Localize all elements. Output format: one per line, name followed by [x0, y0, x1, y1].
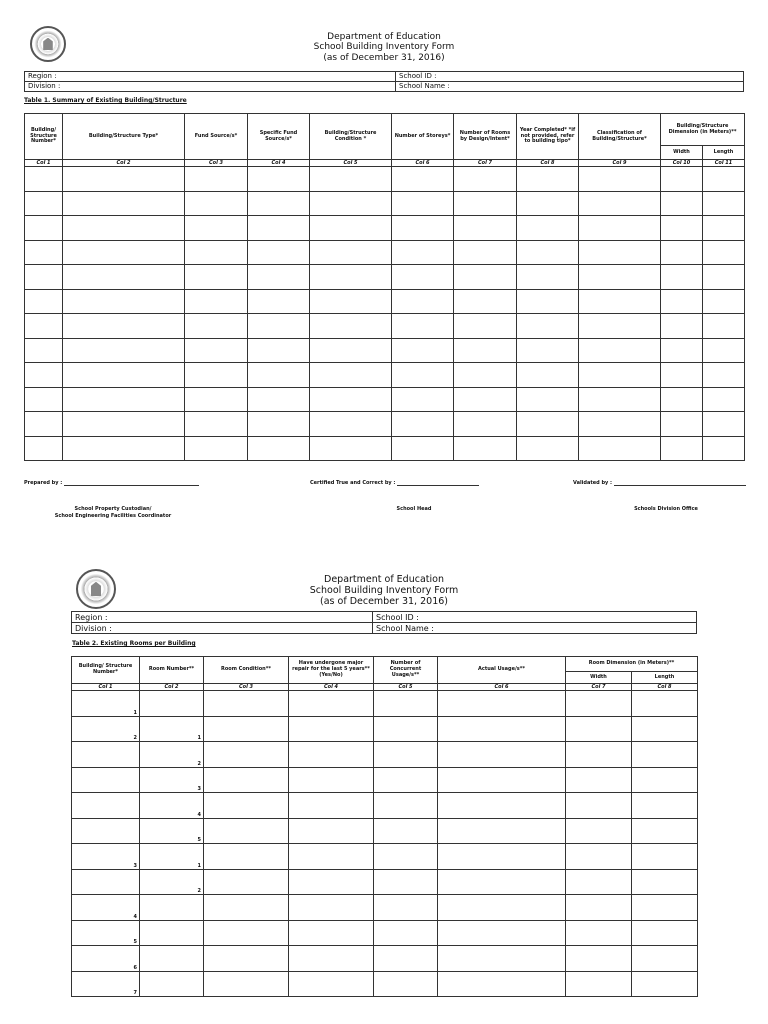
table-row [72, 742, 698, 768]
table-cell[interactable] [632, 895, 698, 921]
table-cell[interactable] [632, 920, 698, 946]
col-header-specific-fund-source: Specific Fund Source/s* [248, 114, 310, 160]
table-cell[interactable] [289, 895, 374, 921]
col-number: Col 8 [632, 684, 698, 691]
col-number: Col 3 [204, 684, 289, 691]
table-cell[interactable] [289, 844, 374, 870]
col-number: Col 10 [661, 160, 703, 167]
form-title: School Building Inventory Form [309, 584, 459, 596]
table-cell[interactable] [289, 767, 374, 793]
col-header-storeys: Number of Storeys* [392, 114, 454, 160]
building-number-cell[interactable]: 5 [72, 920, 140, 946]
table-cell[interactable] [632, 742, 698, 768]
table-row [72, 844, 698, 870]
table-cell[interactable] [204, 844, 289, 870]
department-title: Department of Education [327, 32, 441, 42]
building-number-cell[interactable] [72, 742, 140, 768]
building-number-cell[interactable] [72, 869, 140, 895]
col-number: Col 5 [374, 684, 438, 691]
col-header-room-condition: Room Condition** [204, 657, 289, 684]
table-cell[interactable] [204, 920, 289, 946]
building-number-cell[interactable]: 4 [72, 895, 140, 921]
col-number: Col 8 [517, 160, 579, 167]
form-date: (as of December 31, 2016) [323, 52, 445, 63]
table-cell[interactable] [438, 895, 566, 921]
table-cell[interactable] [374, 971, 438, 997]
division-field[interactable]: Division : [72, 623, 373, 634]
room-number-cell[interactable] [140, 946, 204, 972]
col-header-width: Width [566, 672, 632, 684]
room-number-cell[interactable] [140, 895, 204, 921]
table-cell[interactable] [632, 767, 698, 793]
table-cell[interactable] [632, 946, 698, 972]
school-id-field[interactable]: School ID : [396, 72, 744, 82]
table-row [72, 971, 698, 997]
table-cell[interactable] [438, 767, 566, 793]
table-cell[interactable] [289, 869, 374, 895]
school-name-field[interactable]: School Name : [396, 82, 744, 92]
col-number: Col 2 [63, 160, 185, 167]
table-cell[interactable] [204, 946, 289, 972]
table-cell[interactable] [374, 869, 438, 895]
col-number: Col 11 [703, 160, 745, 167]
col-header-fund-source: Fund Source/s* [185, 114, 248, 160]
table-cell[interactable] [566, 793, 632, 819]
table-cell[interactable] [632, 844, 698, 870]
table-cell[interactable] [566, 869, 632, 895]
table-cell[interactable] [289, 946, 374, 972]
col-number-row [72, 684, 698, 691]
region-field[interactable]: Region : [72, 612, 373, 623]
room-number-cell[interactable]: 4 [140, 793, 204, 819]
table-cell[interactable] [438, 691, 566, 717]
table-cell[interactable] [438, 716, 566, 742]
table-row [72, 869, 698, 895]
table-cell[interactable] [566, 818, 632, 844]
room-number-cell[interactable] [140, 920, 204, 946]
table-cell[interactable] [289, 818, 374, 844]
col-number: Col 3 [185, 160, 248, 167]
deped-seal-logo [76, 569, 116, 609]
form-date: (as of December 31, 2016) [320, 595, 448, 607]
table-cell[interactable] [204, 895, 289, 921]
col-header-classification: Classification of Building/Structure* [579, 114, 661, 160]
table-2-caption: Table 2. Existing Rooms per Building [72, 640, 196, 647]
table-cell[interactable] [204, 869, 289, 895]
room-number-cell[interactable]: 5 [140, 818, 204, 844]
col-header-major-repair: Have undergone major repair for the last 5 years** (Yes/No) [289, 657, 374, 684]
table-cell[interactable] [566, 895, 632, 921]
col-header-concurrent-usage: Number of Concurrent Usage/s** [374, 657, 438, 684]
table-cell[interactable] [289, 742, 374, 768]
table-cell[interactable] [632, 869, 698, 895]
table-cell[interactable] [566, 844, 632, 870]
col-header-width: Width [661, 146, 703, 160]
table-row [72, 895, 698, 921]
col-number: Col 9 [579, 160, 661, 167]
table-cell[interactable] [566, 691, 632, 717]
col-header-condition: Building/Structure Condition * [310, 114, 392, 160]
table-cell[interactable] [566, 946, 632, 972]
col-header-building-type: Building/Structure Type* [63, 114, 185, 160]
table-cell[interactable] [374, 920, 438, 946]
table-cell[interactable] [204, 767, 289, 793]
table-cell[interactable] [438, 920, 566, 946]
role-schools-division-office: Schools Division Office [634, 506, 698, 512]
col-header-rooms: Number of Rooms by Design/Intent* [454, 114, 517, 160]
room-number-cell[interactable]: 2 [140, 742, 204, 768]
table-row [72, 767, 698, 793]
validated-by-label: Validated by : [573, 480, 613, 486]
table-cell[interactable] [204, 716, 289, 742]
col-header-length: Length [703, 146, 745, 160]
table-cell[interactable] [374, 895, 438, 921]
room-number-cell[interactable]: 1 [140, 844, 204, 870]
table-cell[interactable] [374, 691, 438, 717]
table-cell[interactable] [438, 869, 566, 895]
building-number-cell[interactable] [72, 767, 140, 793]
role-label: School Engineering Facilities Coordinator [54, 512, 172, 519]
table-cell[interactable] [566, 971, 632, 997]
table-cell[interactable] [632, 793, 698, 819]
department-title: Department of Education [324, 574, 444, 585]
building-number-cell[interactable]: 7 [72, 971, 140, 997]
table-cell[interactable] [632, 818, 698, 844]
building-number-cell[interactable]: 2 [72, 716, 140, 742]
col-number: Col 4 [248, 160, 310, 167]
building-number-cell[interactable] [72, 818, 140, 844]
building-number-cell[interactable] [72, 793, 140, 819]
building-number-cell[interactable]: 6 [72, 946, 140, 972]
table-1-caption: Table 1. Summary of Existing Building/Structure [24, 97, 187, 104]
room-number-cell[interactable] [140, 691, 204, 717]
rooms-per-building-table [71, 656, 698, 997]
col-header-length: Length [632, 672, 698, 684]
col-number: Col 1 [72, 684, 140, 691]
table-cell[interactable] [438, 818, 566, 844]
table-cell[interactable] [204, 691, 289, 717]
col-number: Col 6 [438, 684, 566, 691]
table-cell[interactable] [632, 691, 698, 717]
col-number: Col 7 [454, 160, 517, 167]
col-number: Col 4 [289, 684, 374, 691]
table-cell[interactable] [374, 767, 438, 793]
table-cell[interactable] [289, 793, 374, 819]
division-field[interactable]: Division : [25, 82, 396, 92]
table-row [72, 946, 698, 972]
col-number: Col 6 [392, 160, 454, 167]
table-row [72, 920, 698, 946]
table-cell[interactable] [289, 691, 374, 717]
table-cell[interactable] [289, 971, 374, 997]
room-number-cell[interactable]: 3 [140, 767, 204, 793]
col-header-building-number: Building/ Structure Number* [25, 114, 63, 160]
table-cell[interactable] [204, 818, 289, 844]
table-cell[interactable] [374, 946, 438, 972]
table-row [72, 818, 698, 844]
col-number: Col 5 [310, 160, 392, 167]
role-school-head: School Head [396, 506, 432, 512]
table-row [72, 716, 698, 742]
table-cell[interactable] [374, 716, 438, 742]
table-cell[interactable] [566, 920, 632, 946]
table-cell[interactable] [438, 971, 566, 997]
certified-by-label: Certified True and Correct by : [310, 480, 396, 486]
table-row [72, 793, 698, 819]
col-header-year-completed: Year Completed* *if not provided, refer to building tipo* [517, 114, 579, 160]
col-number: Col 1 [25, 160, 63, 167]
room-number-cell[interactable] [140, 971, 204, 997]
table-cell[interactable] [566, 716, 632, 742]
col-header-actual-usage: Actual Usage/s** [438, 657, 566, 684]
form-title: School Building Inventory Form [313, 42, 455, 53]
form-2-header [234, 575, 534, 608]
table-cell[interactable] [566, 742, 632, 768]
col-header-room-number: Room Number** [140, 657, 204, 684]
table-cell[interactable] [374, 793, 438, 819]
room-number-cell[interactable]: 1 [140, 716, 204, 742]
table-cell[interactable] [374, 742, 438, 768]
col-header-building-number: Building/ Structure Number* [72, 657, 140, 684]
table-cell[interactable] [632, 716, 698, 742]
building-number-cell[interactable]: 1 [72, 691, 140, 717]
table-cell[interactable] [204, 793, 289, 819]
table-cell[interactable] [204, 971, 289, 997]
region-field[interactable]: Region : [25, 72, 396, 82]
building-number-cell[interactable]: 3 [72, 844, 140, 870]
prepared-by-label: Prepared by : [24, 480, 63, 486]
col-number: Col 7 [566, 684, 632, 691]
table-cell[interactable] [438, 946, 566, 972]
table-cell[interactable] [566, 767, 632, 793]
table-cell[interactable] [204, 742, 289, 768]
table-cell[interactable] [438, 793, 566, 819]
table-cell[interactable] [438, 844, 566, 870]
table-cell[interactable] [289, 920, 374, 946]
table-row [72, 691, 698, 717]
table-cell[interactable] [438, 742, 566, 768]
table-cell[interactable] [289, 716, 374, 742]
role-label: School Property Custodian/ [74, 506, 152, 512]
table-cell[interactable] [374, 818, 438, 844]
room-number-cell[interactable]: 2 [140, 869, 204, 895]
table-cell[interactable] [632, 971, 698, 997]
table-cell[interactable] [374, 844, 438, 870]
school-id-field[interactable]: School ID : [373, 612, 697, 623]
col-header-room-dimension: Room Dimension (in Meters)** [566, 657, 698, 672]
col-header-dimension: Building/Structure Dimension (in Meters)** [661, 114, 745, 146]
col-number: Col 2 [140, 684, 204, 691]
form-2-info-box [71, 611, 697, 634]
school-name-field[interactable]: School Name : [373, 623, 697, 634]
